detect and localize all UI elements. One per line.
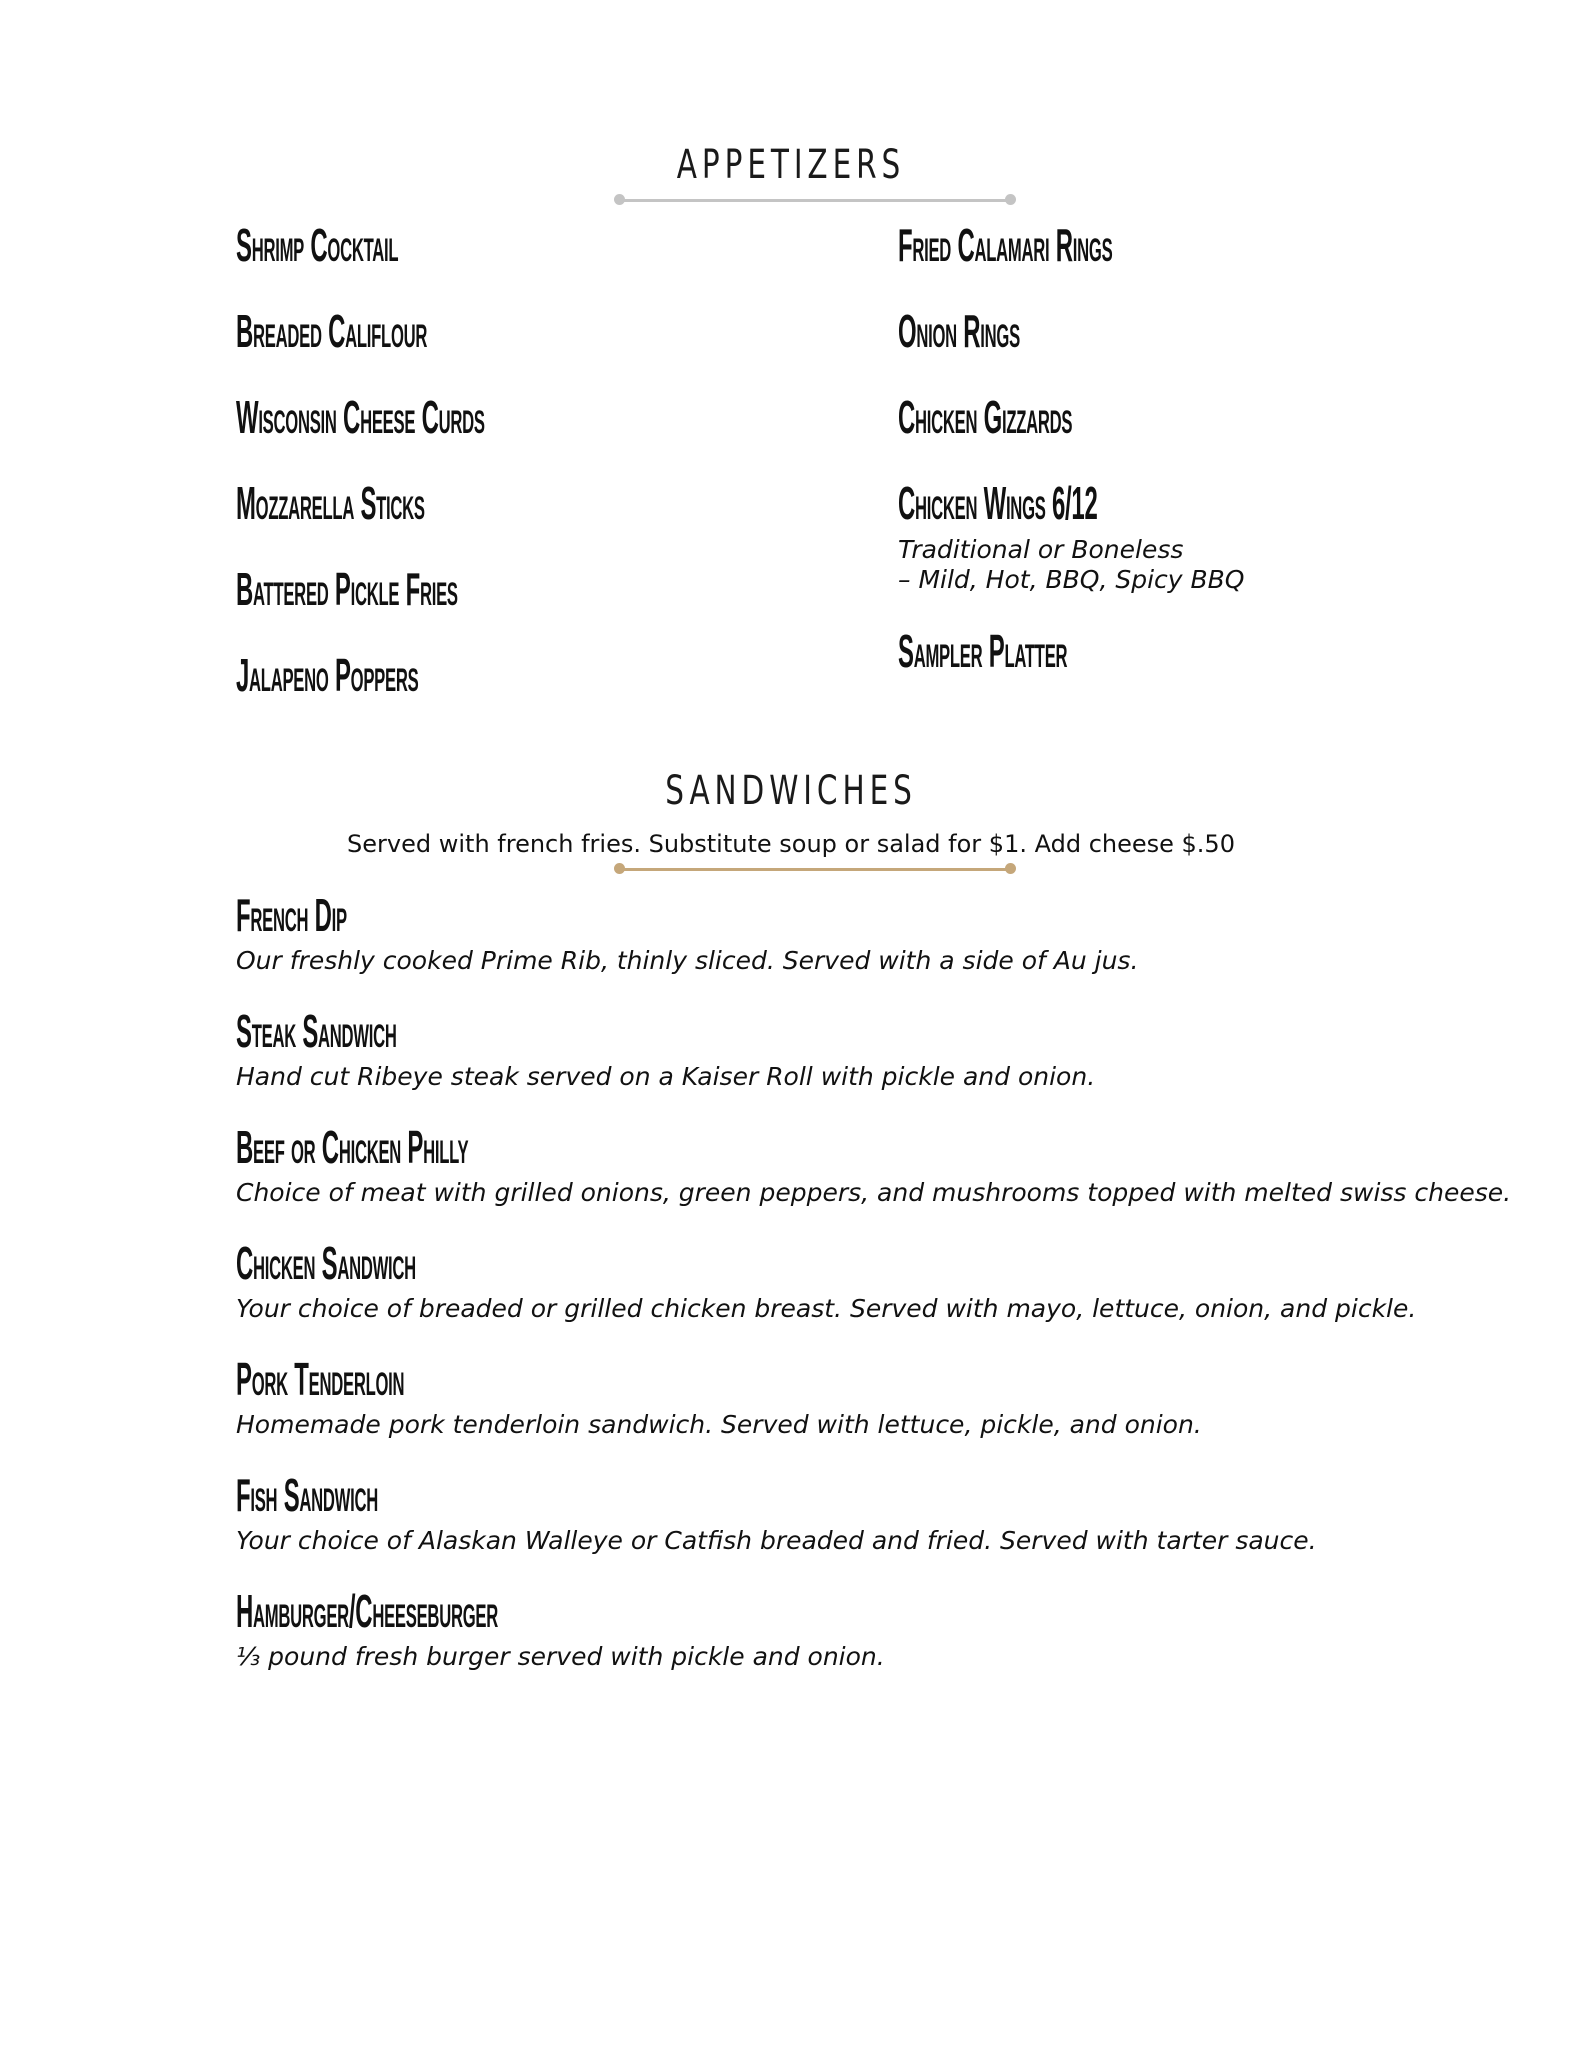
sandwich-description: Hand cut Ribeye steak served on a Kaiser Roll with pickle and onion. [236,1062,1096,1091]
sandwich-name: French Dip [236,889,347,941]
sandwich-name: Chicken Sandwich [236,1237,416,1289]
divider-dot [1005,863,1016,874]
appetizer-item: Shrimp Cocktail [236,219,399,271]
sandwich-description: Choice of meat with grilled onions, green peppers, and mushrooms topped with melted swiss cheese. [236,1178,1512,1207]
appetizer-item: Battered Pickle Fries [236,563,458,615]
appetizer-item: Chicken Gizzards [898,391,1073,443]
appetizer-description: Traditional or Boneless [898,535,1184,564]
sandwich-description: ⅓ pound fresh burger served with pickle and onion. [236,1642,885,1671]
sandwich-name: Beef or Chicken Philly [236,1121,469,1173]
appetizer-item: Fried Calamari Rings [898,219,1113,271]
appetizer-item: Jalapeno Poppers [236,649,419,701]
divider-dot [1005,194,1016,205]
sandwiches-heading: SANDWICHES [665,768,917,814]
sandwich-description: Homemade pork tenderloin sandwich. Served with lettuce, pickle, and onion. [236,1410,1202,1439]
divider-dot [614,194,625,205]
sandwich-description: Your choice of Alaskan Walleye or Catfish breaded and fried. Served with tarter sauce. [236,1526,1317,1555]
appetizer-item: Wisconsin Cheese Curds [236,391,485,443]
appetizer-item: Breaded Califlour [236,305,428,357]
sandwich-description: Your choice of breaded or grilled chicken breast. Served with mayo, lettuce, onion, and pickle. [236,1294,1417,1323]
sandwich-description: Our freshly cooked Prime Rib, thinly sliced. Served with a side of Au jus. [236,946,1139,975]
sandwich-name: Fish Sandwich [236,1469,378,1521]
appetizers-divider [614,193,1016,207]
divider-line [620,199,1010,202]
appetizer-description: – Mild, Hot, BBQ, Spicy BBQ [898,565,1245,594]
sandwiches-note: Served with french fries. Substitute soup or salad for $1. Add cheese $.50 [347,830,1235,858]
sandwich-name: Pork Tenderloin [236,1353,405,1405]
appetizers-heading: APPETIZERS [676,142,906,188]
sandwiches-divider [614,862,1016,876]
appetizer-item: Onion Rings [898,305,1020,357]
sandwich-name: Hamburger/Cheeseburger [236,1585,498,1637]
appetizer-item: Chicken Wings 6/12 [898,477,1098,529]
appetizer-item: Sampler Platter [898,625,1068,677]
divider-dot [614,863,625,874]
sandwich-name: Steak Sandwich [236,1005,397,1057]
divider-line [620,868,1010,871]
appetizer-item: Mozzarella Sticks [236,477,425,529]
